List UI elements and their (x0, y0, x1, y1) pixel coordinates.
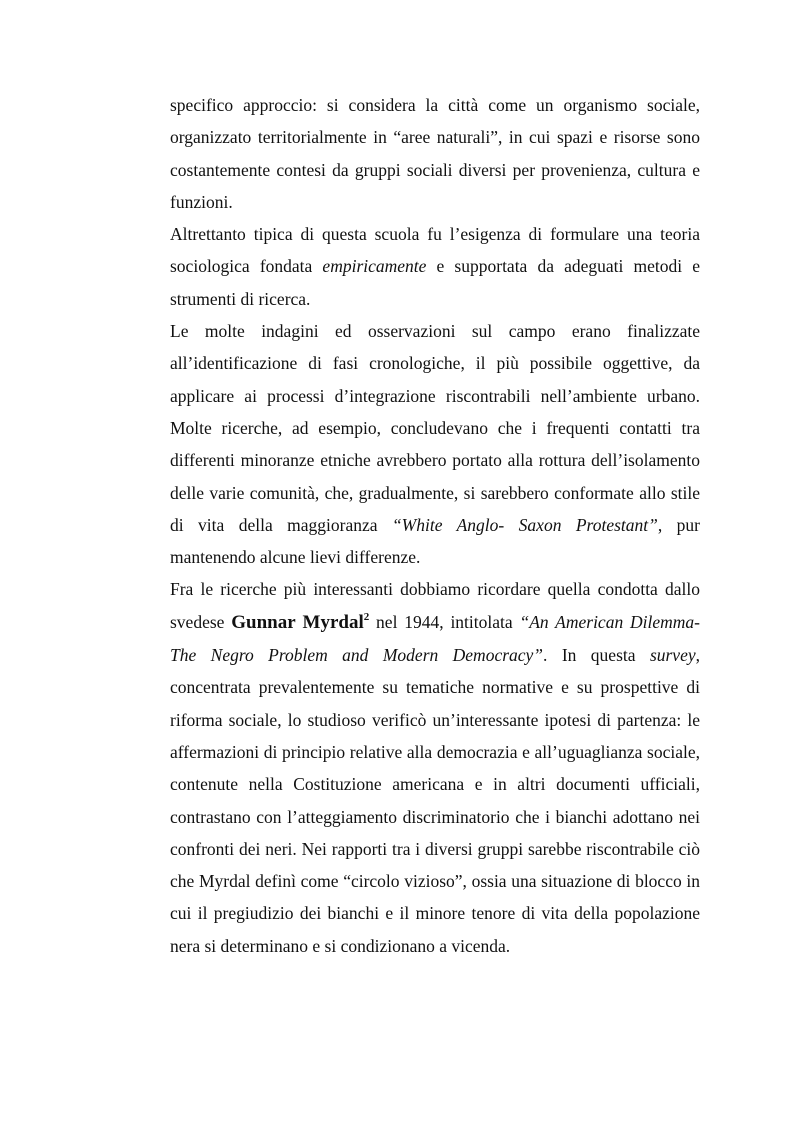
paragraph-1-text: specifico approccio: si considera la città come un organismo sociale, organizzato territorialmente in “aree naturali”, in cui spazi e risorse sono costantemente contesi da gruppi sociali diversi per provenienza, cultura e funzioni. (170, 95, 700, 212)
paragraph-4-text-d: , concentrata prevalentemente su tematiche normative e su prospettive di riforma sociale, lo studioso verificò un’interessante ipotesi di partenza: le affermazioni di principio relative alla democrazia e all’uguaglianza sociale, contenute nella Costituzione americana e in altri documenti ufficiali, contrastano con l’atteggiamento discriminatorio che i bianchi adottano nei confronti dei neri. Nei rapporti tra i diversi gruppi sarebbe riscontrabile ciò che Myrdal definì come “circolo vizioso”, ossia una situazione di blocco in cui il pregiudizio dei bianchi e il minore tenore di vita della popolazione nera si determinano e si condizionano a vicenda. (170, 645, 700, 956)
footnote-marker: 2 (363, 610, 370, 623)
paragraph-2 (170, 218, 700, 315)
paragraph-3-text-b: , pur mantenendo alcune lievi differenze. (170, 514, 701, 568)
document-body (170, 89, 700, 962)
book-title: “An American Dilemma- The Negro Problem and Modern Democracy” (170, 611, 700, 666)
paragraph-1 (170, 89, 700, 218)
paragraph-4 (170, 573, 700, 962)
paragraph-2-text-a: Altrettanto tipica di questa scuola fu l’esigenza di formulare una teoria sociologica fondata (170, 224, 700, 277)
emphasis-empiricamente: empiricamente (322, 256, 427, 277)
paragraph-2-text-b: e supportata da adeguati metodi e strumenti di ricerca. (170, 256, 700, 309)
paragraph-4-text-c: . In questa (543, 645, 650, 666)
author-name: Gunnar Myrdal (231, 611, 364, 633)
paragraph-4-text-a: Fra le ricerche più interessanti dobbiamo ricordare quella condotta dallo svedese (170, 579, 700, 632)
paragraph-4-text-b: nel 1944, intitolata (369, 611, 520, 632)
paragraph-3 (170, 315, 700, 573)
paragraph-3-text-a: Le molte indagini ed osservazioni sul campo erano finalizzate all’identificazione di fasi cronologiche, il più possibile oggettive, da applicare ai processi d’integrazione riscontrabili nell’ambiente urbano. Molte ricerche, ad esempio, concludevano che i frequenti contatti tra differenti minoranze etniche avrebbero portato alla rottura dell’isolamento delle varie comunità, che, gradualmente, si sarebbero conformate allo stile di vita della maggioranza (170, 321, 700, 535)
emphasis-survey: survey (649, 645, 696, 666)
emphasis-wasp: “White Anglo- Saxon Protestant” (391, 514, 658, 535)
